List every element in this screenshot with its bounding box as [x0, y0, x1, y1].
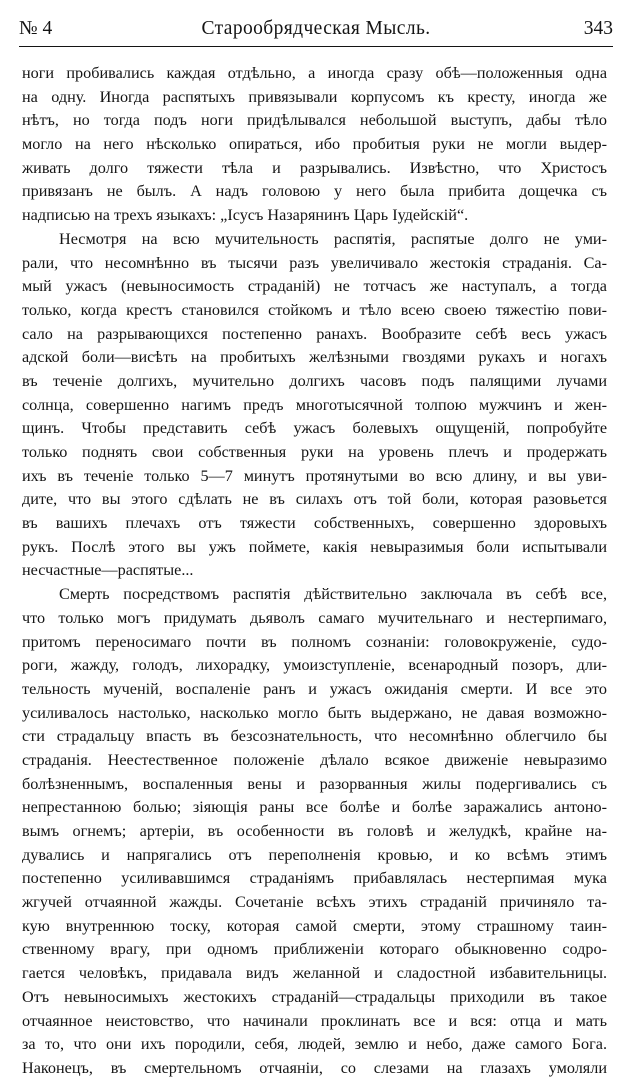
- text-line: притомъ переносимаго почти въ полномъ сознанiи: головокруженiе, судо-: [22, 632, 607, 651]
- text-line: адской боли—висѣть на пробитыхъ желѣзными гвоздями рукахъ и ногахъ: [22, 348, 607, 367]
- paragraph: [22, 583, 607, 1080]
- text-line: гается человѣкъ, придавала видъ желанной и сладостной избавительницы.: [22, 964, 607, 983]
- text-line: только поднять свои собственныя руки на уровень плечъ и продержать: [22, 443, 607, 461]
- text-line: Наконецъ, въ смертельномъ отчаянiи, со слезами на глазахъ умоляли: [22, 1058, 607, 1077]
- journal-title: Старообрядческая Мысль.: [201, 18, 431, 39]
- text-line: солнца, совершенно нагимъ предъ многотысячной толпою мужчинъ и жен-: [22, 395, 607, 414]
- text-line: кую внутреннюю тоску, которая самой смерти, этому страшному таин-: [22, 916, 607, 935]
- text-line: непрестанною болью; зiяющiя раны все болѣе и болѣе заражались антоно-: [22, 798, 607, 817]
- text-line: на одну. Иногда распятыхъ привязывали корпусомъ къ кресту, иногда же: [22, 87, 607, 106]
- text-line: надписью на трехъ языкахъ: „Iсусъ Назарянинъ Царь Iудейскiй“.: [22, 206, 469, 225]
- text-line: что только могъ придумать дьяволъ самаго мучительнаго и нестерпимаго,: [22, 608, 607, 627]
- text-line: нѣтъ, но тогда подъ ноги придѣлывался небольшой выступъ, дабы тѣло: [22, 111, 607, 130]
- text-line: сти страдальцу впасть въ безсознательность, что несомнѣнно облегчило бы: [22, 727, 607, 746]
- text-line: щинъ. Чтобы представить себѣ ужасъ болевыхъ ощущенiй, попробуйте: [22, 419, 607, 438]
- text-line: Несмотря на всю мучительность распятiя, распятые долго не уми-: [59, 229, 607, 248]
- text-line: могло на него нѣсколько опираться, ибо пробитыя руки не могли выдер-: [22, 135, 607, 154]
- text-line: сало на разрывающихся постепенно ранахъ. Вообразите себѣ весь ужасъ: [22, 324, 607, 343]
- text-line: въ вашихъ плечахъ отъ тяжести собственныхъ, совершенно здоровыхъ: [22, 514, 607, 533]
- text-line: ноги пробивались каждая отдѣльно, а иногда сразу обѣ—положенныя одна: [22, 64, 607, 82]
- page-number: 343: [583, 18, 613, 39]
- text-line: дувались и напрягались отъ переполненiя кровью, и ко всѣмъ этимъ: [22, 845, 607, 864]
- text-line: вымъ огнемъ; артерiи, въ особенности въ головѣ и желудкѣ, крайне на-: [22, 822, 607, 840]
- text-line: въ теченiе долгихъ, мучительно долгихъ часовъ подъ палящими лучами: [22, 371, 607, 390]
- text-line: за то, что они ихъ породили, себя, людей, землю и небо, даже самого Бога.: [22, 1035, 607, 1054]
- running-head: [19, 14, 613, 44]
- paragraph: [22, 62, 607, 228]
- paragraph: [22, 228, 607, 583]
- text-line: дите, что вы этого сдѣлать не въ силахъ отъ той боли, которая разовьется: [22, 490, 607, 509]
- text-line: отчаянное неистовство, что начинали проклинать все и вся: отца и мать: [22, 1011, 607, 1030]
- text-line: живать долго тяжести тѣла и разрывались. Извѣстно, что Христосъ: [22, 158, 607, 177]
- header-divider: [19, 46, 613, 47]
- text-line: Смерть посредствомъ распятiя дѣйствительно заключала въ себѣ все,: [59, 585, 607, 604]
- text-line: привязанъ не былъ. А надъ головою у него была прибита дощечка съ: [22, 182, 607, 201]
- text-line: роги, жажду, голодъ, лихорадку, умоизступленiе, всенародный позоръ, дли-: [22, 656, 607, 675]
- text-line: рукъ. Послѣ этого вы ужъ поймете, какiя невыразимыя боли испытывали: [22, 537, 607, 556]
- text-line: только, когда крестъ становился стойкомъ и тѣло всею своею тяжестiю пови-: [22, 300, 607, 319]
- article-body: [22, 62, 607, 1081]
- text-line: ихъ въ теченiе только 5—7 минутъ протянутыми во всю длину, и вы уви-: [22, 466, 607, 485]
- text-line: Отъ невыносимыхъ жестокихъ страданiй—страдальцы приходили въ такое: [22, 987, 607, 1006]
- text-line: жгучей отчаянной жажды. Сочетанiе всѣхъ этихъ страданiй причиняло та-: [22, 893, 607, 912]
- text-line: тельность мученiй, воспаленiе ранъ и ужасъ ожиданiя смерти. И все это: [22, 679, 607, 698]
- text-line: усиливалось настолько, насколько могло быть выдержано, не давая возможно-: [22, 703, 607, 722]
- text-line: болѣзненнымъ, воспаленныя вены и разорванныя жилы подергивались съ: [22, 774, 607, 793]
- text-line: несчастные—распятые...: [22, 561, 194, 580]
- text-line: рали, что несомнѣнно въ тысячи разъ увеличивало жестокiя страданiя. Са-: [22, 253, 607, 272]
- issue-number: № 4: [19, 18, 53, 39]
- text-line: постепенно усиливавшимся страданiямъ прибавлялась нестерпимая мука: [22, 869, 607, 888]
- text-line: страданiя. Неестественное положенiе дѣлало всякое движенiе невыразимо: [22, 750, 607, 769]
- text-line: мый ужасъ (невыносимость страданiй) не тотчасъ же наступалъ, а тогда: [22, 277, 607, 296]
- text-line: ственному врагу, при одномъ приближенiи котораго обыкновенно содро-: [22, 940, 607, 959]
